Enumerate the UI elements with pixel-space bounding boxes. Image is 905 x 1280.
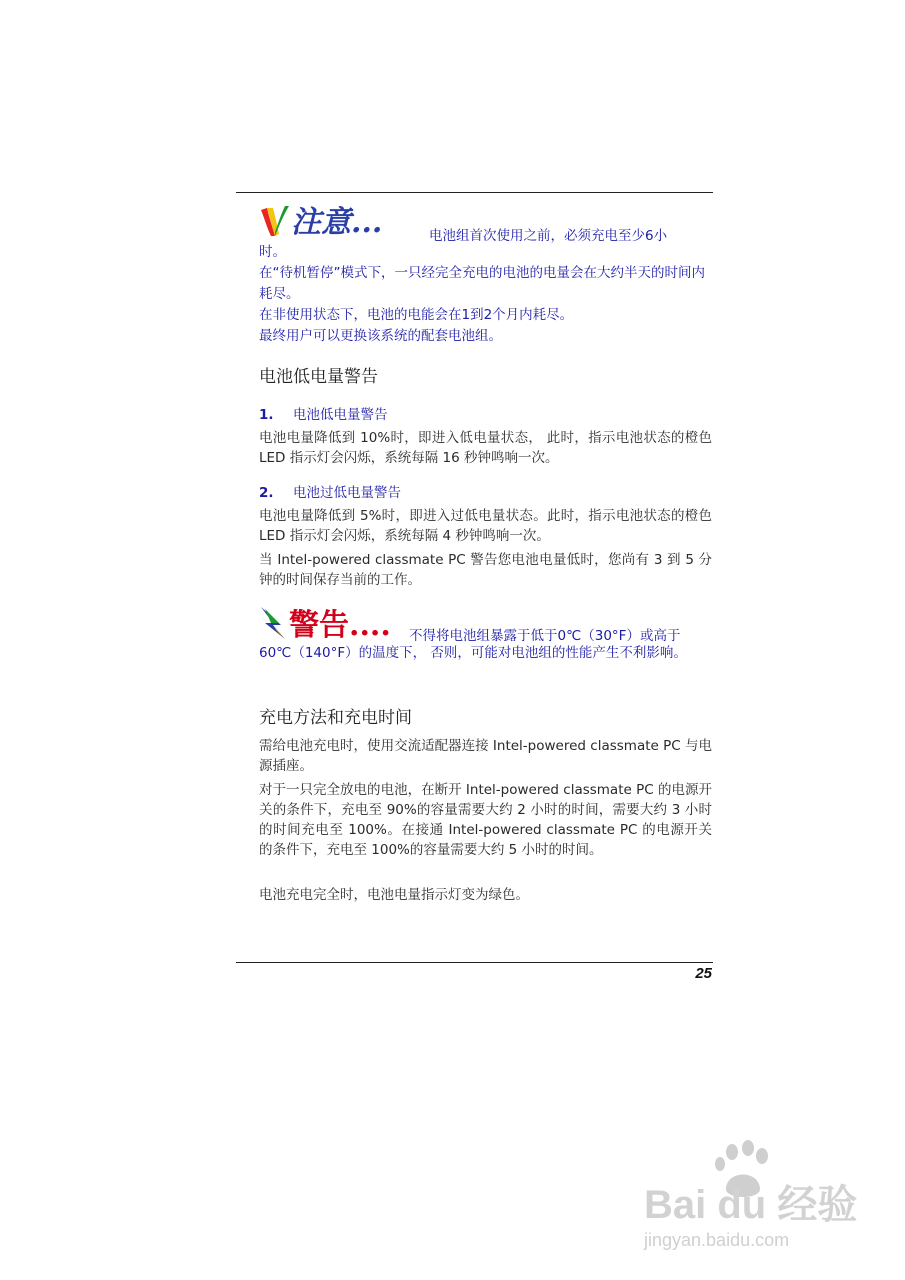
warning-callout: [259, 603, 712, 664]
note-callout: [259, 200, 712, 347]
note-line-1: 电池组首次使用之前，必须充电至少6小: [429, 228, 668, 244]
section-heading-charging: 充电方法和充电时间: [259, 708, 412, 728]
paragraph-save-work: 当 Intel-powered classmate PC 警告您电池电量低时，您尚有 3 到 5 分钟的时间保存当前的工作。: [259, 552, 712, 588]
section-heading-battery-warning: 电池低电量警告: [259, 367, 378, 387]
warning-icon: [259, 603, 409, 643]
paragraph-charging-adapter: 需给电池充电时，使用交流适配器连接 Intel-powered classmate PC 与电源插座。: [259, 738, 712, 774]
subheading-critical-battery: [259, 481, 401, 501]
note-line-3: 在非使用状态下，电池的电能会在1到2个月内耗尽。: [259, 307, 574, 323]
svg-text:jingyan.baidu.com: jingyan.baidu.com: [644, 1230, 790, 1250]
paragraph-charging-complete: 电池充电完全时，电池电量指示灯变为绿色。: [259, 887, 529, 903]
note-line-4: 最终用户可以更换该系统的配套电池组。: [259, 328, 502, 344]
paragraph-charging-time: 对于一只完全放电的电池，在断开 Intel-powered classmate PC 的电源开关的条件下，充电至 90%的容量需要大约 2 小时的时间，需要大约 3 小时的时间充电至 100%。在接通 Intel-powered classmate PC 的电源开关的条件下，充电至 100%的容量需要大约 5 小时的时间。: [259, 782, 712, 858]
page-number: 25: [695, 965, 712, 982]
item-number: 1.: [259, 407, 274, 423]
bottom-divider: [236, 962, 713, 963]
baidu-watermark-logo: [640, 1140, 860, 1255]
note-line-1-end: 时。: [259, 244, 286, 260]
note-icon: [259, 202, 409, 238]
item-title: 电池低电量警告: [293, 407, 388, 423]
paragraph-low-battery: 电池电量降低到 10%时，即进入低电量状态， 此时，指示电池状态的橙色 LED 指示灯会闪烁，系统每隔 16 秒钟鸣响一次。: [259, 430, 712, 466]
svg-text:警告....: 警告....: [289, 608, 391, 643]
warning-line-rest: 60℃（140°F）的温度下， 否则，可能对电池组的性能产生不利影响。: [259, 645, 687, 661]
item-title: 电池过低电量警告: [293, 485, 401, 501]
subheading-low-battery: [259, 403, 388, 423]
paragraph-critical-battery: 电池电量降低到 5%时，即进入过低电量状态。此时，指示电池状态的橙色 LED 指示灯会闪烁，系统每隔 4 秒钟鸣响一次。: [259, 508, 712, 544]
svg-text:注意...: 注意...: [291, 205, 383, 238]
top-divider: [236, 192, 713, 193]
svg-text:Bai du 经验: Bai du 经验: [644, 1183, 858, 1227]
warning-line-1: 不得将电池组暴露于低于0℃（30°F）或高于: [409, 628, 681, 644]
note-line-2: 在“待机暂停”模式下，一只经完全充电的电池的电量会在大约半天的时间内耗尽。: [259, 265, 705, 302]
item-number: 2.: [259, 485, 274, 501]
